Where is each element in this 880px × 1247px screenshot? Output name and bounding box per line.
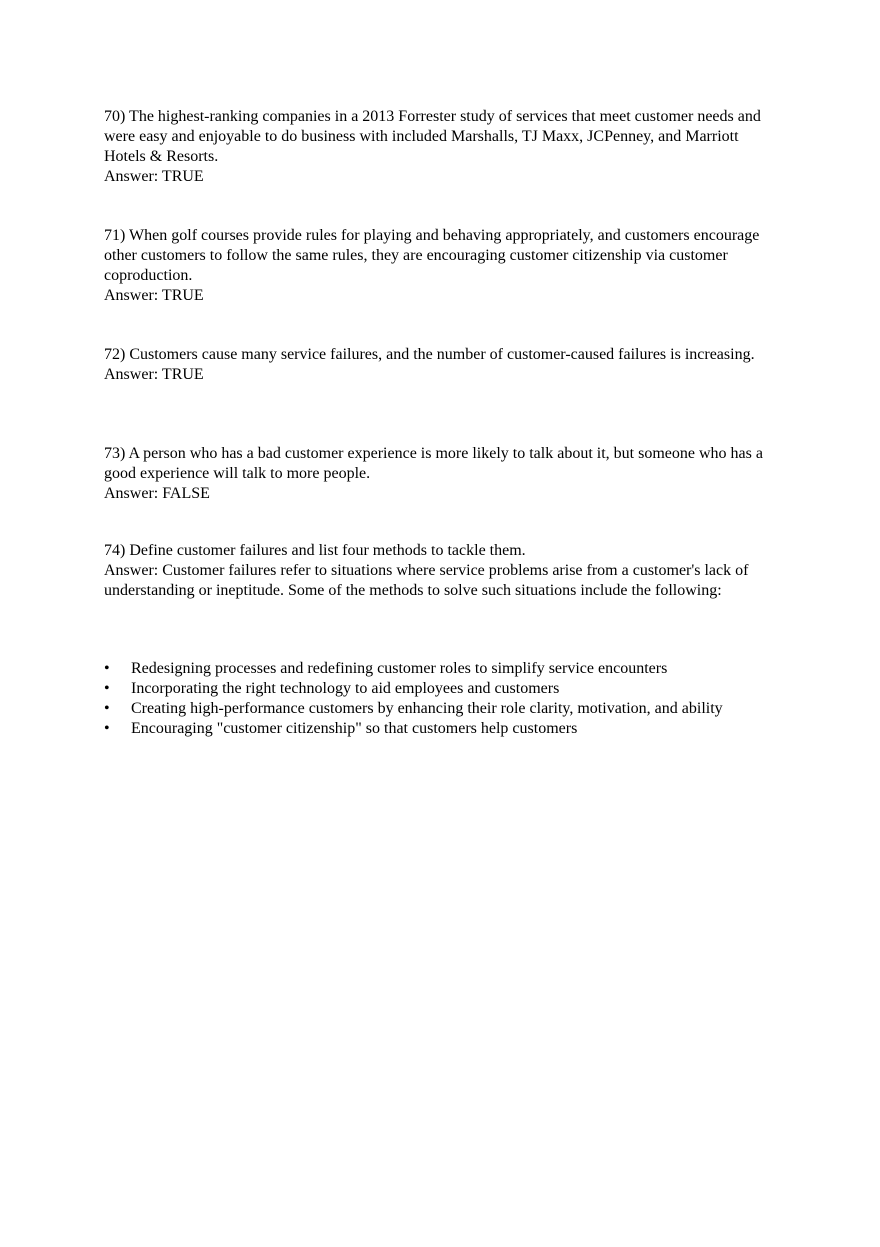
list-item: [104, 699, 784, 719]
question-72: [104, 345, 784, 385]
question-text: 74) Define customer failures and list four methods to tackle them.: [104, 542, 526, 559]
bullet-icon: •: [104, 680, 110, 697]
question-text: 70) The highest-ranking companies in a 2013 Forrester study of services that meet customer needs and were easy and enjoyable to do business with included Marshalls, TJ Maxx, JCPenney, and Marriott Hotels & Resorts.: [104, 108, 761, 165]
methods-list: [104, 659, 784, 739]
answer-text: Answer: FALSE: [104, 485, 210, 502]
answer-text: Answer: TRUE: [104, 366, 204, 383]
question-text: 71) When golf courses provide rules for playing and behaving appropriately, and customers encourage other customers to follow the same rules, they are encouraging customer citizenship via customer coproduction.: [104, 227, 760, 284]
bullet-icon: •: [104, 700, 110, 717]
list-item: [104, 719, 784, 739]
list-item-text: Creating high-performance customers by enhancing their role clarity, motivation, and ability: [131, 700, 723, 717]
bullet-icon: •: [104, 660, 110, 677]
list-item: [104, 679, 784, 699]
question-71: [104, 226, 784, 306]
question-74: [104, 541, 784, 601]
question-73: [104, 444, 784, 504]
list-item-text: Redesigning processes and redefining customer roles to simplify service encounters: [131, 660, 668, 677]
question-text: 73) A person who has a bad customer experience is more likely to talk about it, but someone who has a good experience will talk to more people.: [104, 445, 763, 482]
answer-text: Answer: TRUE: [104, 168, 204, 185]
question-70: [104, 107, 784, 187]
list-item-text: Encouraging "customer citizenship" so that customers help customers: [131, 720, 578, 737]
bullet-icon: •: [104, 720, 110, 737]
list-item: [104, 659, 784, 679]
list-item-text: Incorporating the right technology to aid employees and customers: [131, 680, 560, 697]
question-text: 72) Customers cause many service failures, and the number of customer-caused failures is increasing.: [104, 346, 755, 363]
answer-text: Answer: TRUE: [104, 287, 204, 304]
answer-text: Answer: Customer failures refer to situations where service problems arise from a customer's lack of understanding or ineptitude. Some of the methods to solve such situations include the following:: [104, 562, 749, 599]
